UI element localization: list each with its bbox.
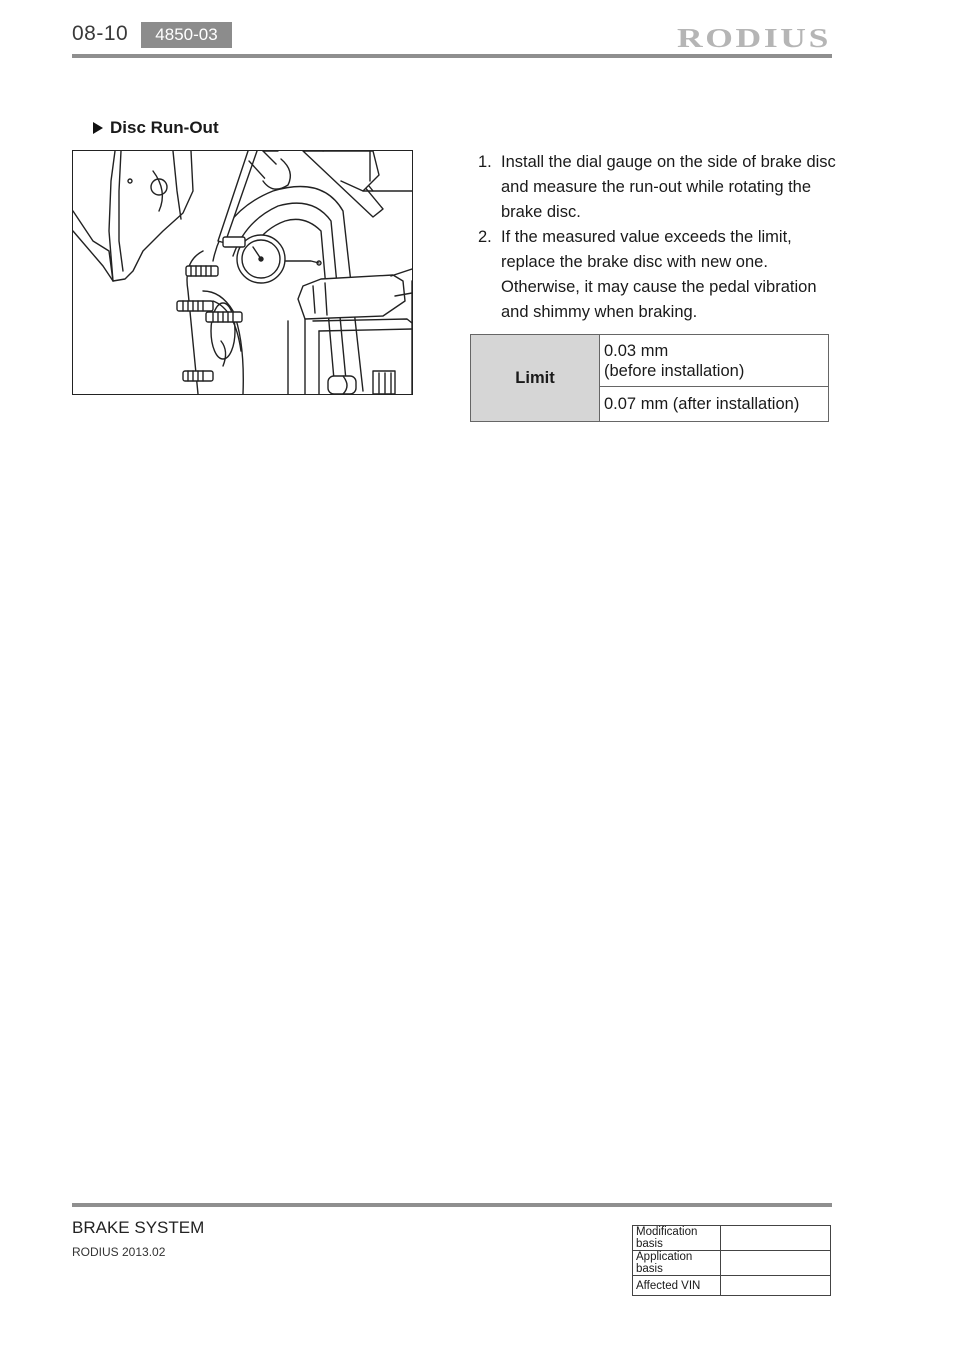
step-number: 1.: [478, 153, 492, 171]
step-item: [478, 150, 838, 225]
step-text: Install the dial gauge on the side of brake disc and measure the run-out while rotating the brake disc.: [501, 153, 836, 221]
limit-before-note: (before installation): [604, 362, 745, 380]
limit-label: Limit: [515, 368, 555, 387]
modification-basis-value: [721, 1226, 831, 1251]
limit-after-cell: [600, 387, 829, 422]
affected-vin-label: Affected VIN: [633, 1276, 721, 1296]
application-basis-label: Application basis: [633, 1251, 721, 1276]
limit-label-cell: [471, 335, 600, 422]
svg-text:RODIUS: RODIUS: [677, 23, 831, 53]
section-code-badge: 4850-03: [141, 22, 232, 48]
triangle-right-icon: [93, 122, 103, 134]
footer-chapter-title: BRAKE SYSTEM: [72, 1218, 205, 1237]
limit-after-value: 0.07 mm (after installation): [604, 394, 800, 413]
step-number: 2.: [478, 228, 492, 246]
disc-runout-illustration: [72, 150, 413, 395]
table-row: [633, 1251, 831, 1276]
table-row: [633, 1226, 831, 1251]
application-basis-value: [721, 1251, 831, 1276]
instruction-steps: [478, 150, 838, 325]
page-number: 08-10: [72, 22, 129, 45]
header-rule: [72, 54, 832, 58]
brand-logo: [675, 20, 833, 54]
section-heading: [93, 118, 219, 138]
footer-rule: [72, 1203, 832, 1207]
section-heading-text: Disc Run-Out: [110, 118, 219, 137]
modification-basis-table: [632, 1225, 831, 1296]
limit-before-value: 0.03 mm: [604, 342, 669, 360]
footer-model-date: RODIUS 2013.02: [72, 1245, 166, 1259]
limit-spec-table: [470, 334, 829, 422]
modification-basis-label: Modification basis: [633, 1226, 721, 1251]
step-item: [478, 225, 838, 325]
table-row: [633, 1276, 831, 1296]
step-text: If the measured value exceeds the limit, replace the brake disc with new one. Otherwise, it may cause the pedal vibration and shimmy when braking.: [501, 228, 817, 321]
limit-before-cell: [600, 335, 829, 387]
affected-vin-value: [721, 1276, 831, 1296]
